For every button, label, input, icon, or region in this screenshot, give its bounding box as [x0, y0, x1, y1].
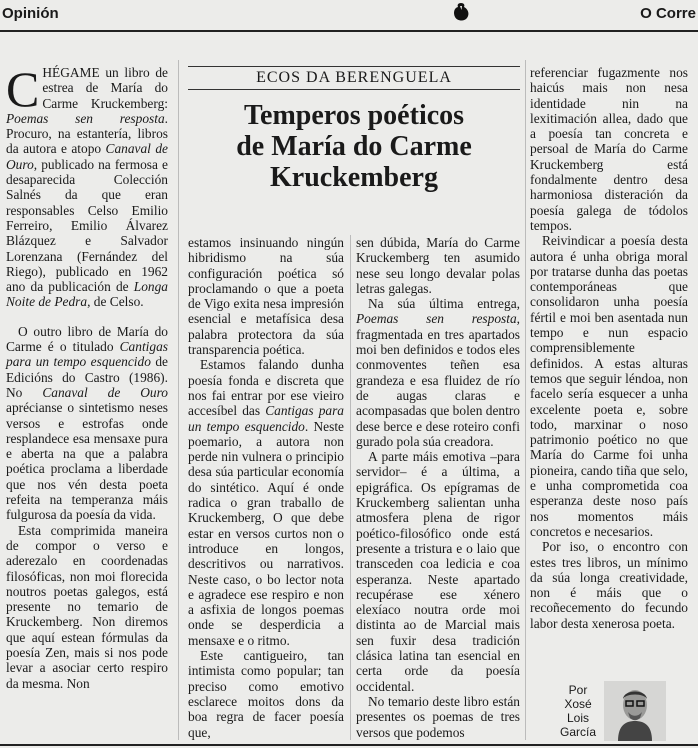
text-run: . Procuro, na estantería, libros da autora e atopo: [6, 110, 168, 157]
drop-cap: C: [6, 61, 40, 117]
paper-name: O Corre: [640, 5, 696, 22]
book-title: Poemas sen resposta: [6, 110, 165, 126]
book-title: Cantigas para un tempo esquencido: [6, 339, 168, 370]
paragraph: No temario deste libro están presentes os poemas de tres versos que podemos: [356, 693, 520, 740]
byline-line: Xosé: [564, 697, 592, 711]
paragraph: [188, 357, 344, 648]
section-title: ECOS DA BERENGUELA: [188, 66, 520, 90]
paragraph: Por iso, o encontro con estes tres libros, un mínimo da súa longa creatividade, non é máis que o recoñecemento do fecundo labor desta xenerosa poeta.: [530, 539, 688, 631]
text-run: HÉGAME un libro de estrea de María do Carme Kruckemberg:: [42, 65, 168, 111]
paragraph: estamos insinuando ningún hibridismo na súa configuración poética só proclamando o que a poeta de Vigo exita nesa impresión esencial e metafísica desa palabra protectora da súa transparencia poética.: [188, 235, 344, 358]
aubergine-logo-icon: [449, 0, 473, 24]
column-divider: [525, 60, 526, 740]
article-column-2: [188, 235, 344, 740]
author-portrait-photo: [604, 681, 666, 741]
paragraph: [6, 324, 168, 523]
masthead: [0, 0, 698, 30]
paragraph: [6, 61, 168, 310]
byline-line: Por: [568, 683, 588, 697]
text-run: . Neste poemario, a autora non perde nin vulnera o principio desa súa particular economía do sintético. Aquí é onde radica o gran traballo de Kruckemberg, O que debe estar en versos curtos non o introduce en longos, descritivos ou narrativos. Neste caso, o bo lector nota e agradece ese respiro e non a asfixia de longos poemas onde se desperdicia a mensaxe e o ritmo.: [188, 418, 344, 648]
headline-line: de María do Carme: [236, 131, 472, 162]
text-run: , de Celso.: [87, 294, 144, 310]
column-divider: [350, 235, 351, 740]
book-title: Cantigas para un tempo esquencido: [188, 403, 345, 434]
paragraph: sen dúbida, María do Carme Kruckemberg ten asumido nese seu longo devalar polas letras galegas.: [356, 235, 520, 296]
article-headline: [188, 100, 520, 193]
book-title: Longa Noite de Pedra: [6, 279, 168, 310]
text-run: , fragmentada en tres apartados moi ben definidos e todos eles conmoventes teñen esa grandeza e esa fluidez de río de augas claras e acompasadas que bolen dentro dese berce e dese roteiro confi gurado pola súa creadora.: [356, 311, 520, 449]
article-column-1: [6, 61, 168, 691]
author-byline: [556, 683, 600, 739]
paragraph: [356, 296, 520, 449]
byline-line: García: [559, 725, 596, 739]
text-run: O outro libro de María do Carme é o titulado: [6, 323, 168, 355]
paragraph: Esta comprimida maneira de compor o verso e aderezalo en coordenadas filosóficas, non moi florecida noutros poetas galegos, está presente no temario de Kruckemberg. Non diremos que aquí estean fórmulas da poesía Zen, mais si nos pode levar a asociar certo respiro da mesma. Non: [6, 522, 168, 691]
text-run: Estamos falando dunha poesía fonda e discreta que nos fai entrar por ese vieiro accesíbel das: [188, 357, 344, 419]
text-run: Na súa última entrega,: [368, 296, 520, 312]
text-run: de Edicións do Castro (1986). No: [6, 354, 168, 400]
book-title: Canaval de Ouro: [42, 384, 168, 400]
book-title: Poemas sen resposta: [356, 311, 517, 327]
text-run: , publicado na fermosa e desaparecida Colección Salnés da que eran responsables Celso Emilio Ferreiro, Emilio Álvarez Blázquez e Salvador Lorenzana (Fernández del Riego), publicado en 1962 ano da publicación de: [6, 156, 168, 295]
paragraph: Este cantigueiro, tan intimista como popular; tan preciso como emotivo esclarece moitos dons da boa regra de facer poesía que,: [188, 648, 344, 740]
article-column-4: [530, 65, 688, 631]
section-name: Opinión: [2, 5, 59, 22]
paragraph: A parte máis emotiva –para servidor– é a última, a epigráfica. Os epígramas de Kruckemberg salientan unha atmosfera plena de rigor poético-filosófico onde está presente a tristura e o laio que transceden coa ledicia e coa esperanza. Neste apartado recupérase ese xénero elexíaco noutra orde moi distinta ao de Marcial mais sen fuxir desa tradición clásica latina tan esencial en certa orde da poesía occidental.: [356, 449, 520, 694]
column-divider: [178, 60, 179, 740]
paragraph: referenciar fugazmente nos haicús mais non nesa identidade nin na lexitimación allea, dado que a poesía tan concreta e persoal de María do Carme Kruckemberg está fondalmente dentro desa harmoniosa disteración da poesía galega de tódolos tempos.: [530, 65, 688, 233]
paragraph: Reivindicar a poesía desta autora é unha obriga moral por tratarse dunha das poetas contemporáneas que consolidaron unha poesía fértil e moi ben asentada nun tempo e nun espacio comprensiblemente definidos. A estas alturas temos que seguir léndoa, non facelo sería esquecer a unha excelente poeta e, sobre todo, marxinar o noso patrimonio poético no que María do Carme foi unha pioneira, cando tiña que selo, e unha comprometida coa esperanza deste noso país nos momentos máis concretos e necesarios.: [530, 233, 688, 539]
text-run: aprécianse o sintetismo neses versos e estrofas onde resplandece esa mensaxe pura e aberta na que a palabra poética proclama a liberdade que nos vén desta poeta refeita na temperanza máis fulgurosa da poesía da vida.: [6, 400, 168, 523]
bottom-rule: [0, 744, 698, 746]
headline-line: Temperos poéticos: [243, 100, 465, 131]
headline-line: Kruckemberg: [270, 162, 438, 193]
byline-line: Lois: [566, 711, 589, 725]
top-rule: [0, 30, 698, 32]
book-title: Canaval de Ouro: [6, 141, 168, 172]
article-column-3: [356, 235, 520, 740]
